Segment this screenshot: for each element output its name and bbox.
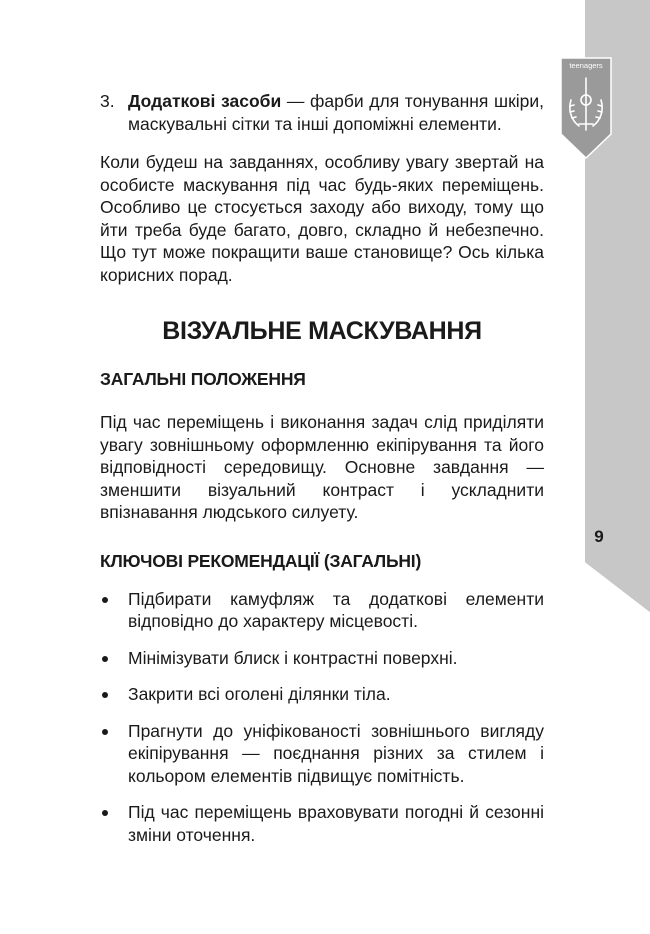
- subsection-title-general: ЗАГАЛЬНІ ПОЛОЖЕННЯ: [100, 369, 306, 389]
- subsection-title-recommendations: КЛЮЧОВІ РЕКОМЕНДАЦІЇ (ЗАГАЛЬНІ): [100, 550, 422, 571]
- teenagers-shield-badge: [559, 56, 613, 160]
- page-content: [100, 90, 544, 860]
- general-provisions-paragraph: Під час переміщень і виконання задач слід приділяти увагу зовнішньому оформленню екіпірування та його відповідності середовищу. Основне завдання — зменшити візуальний контраст і ускладнити впізнавання людського силуету.: [100, 412, 544, 522]
- list-item-text: Під час переміщень враховувати погодні й сезонні зміни оточення.: [128, 802, 544, 845]
- list-item: [100, 801, 544, 846]
- list-item-text: Підбирати камуфляж та додаткові елементи відповідно до характеру місцевості.: [128, 588, 544, 631]
- bullet-icon: [102, 692, 108, 698]
- list-item-text: Закрити всі оголені ділянки тіла.: [128, 684, 391, 704]
- list-item: [100, 683, 544, 706]
- list-item-text: — фарби для тонування шкіри, маскувальні сітки та інші допоміжні елементи.: [128, 91, 544, 134]
- intro-paragraph: Коли будеш на завданнях, особливу увагу звертай на особисте маскування під час будь-яких переміщень. Особливо це стосується заходу або виходу, тому що йти треба буде багато, довго, складно й небезпечно. Що тут може покращити ваше становище? Ось кілька корисних порад.: [100, 152, 544, 285]
- list-item: [100, 647, 544, 670]
- list-item: [100, 588, 544, 633]
- side-tab-diagonal: [585, 562, 650, 612]
- list-item: [100, 720, 544, 788]
- bullet-icon: [102, 729, 108, 735]
- side-tab-cutout: [585, 562, 650, 934]
- badge-label: teenagers: [569, 61, 603, 70]
- section-title: ВІЗУАЛЬНЕ МАСКУВАННЯ: [162, 317, 482, 345]
- list-item-term: Додаткові засоби: [128, 91, 282, 111]
- numbered-list-item: [100, 90, 544, 135]
- bullet-icon: [102, 597, 108, 603]
- list-item-text: Мінімізувати блиск і контрастні поверхні.: [128, 647, 458, 668]
- list-item-text: Прагнути до уніфікованості зовнішнього вигляду екіпірування — поєднання різних за стилем і кольором елементів підвищує помітність.: [128, 720, 544, 786]
- list-item-number: 3.: [100, 91, 115, 111]
- recommendations-list: [100, 588, 544, 847]
- bullet-icon: [102, 656, 108, 662]
- page-number: 9: [594, 527, 604, 546]
- bullet-icon: [102, 810, 108, 816]
